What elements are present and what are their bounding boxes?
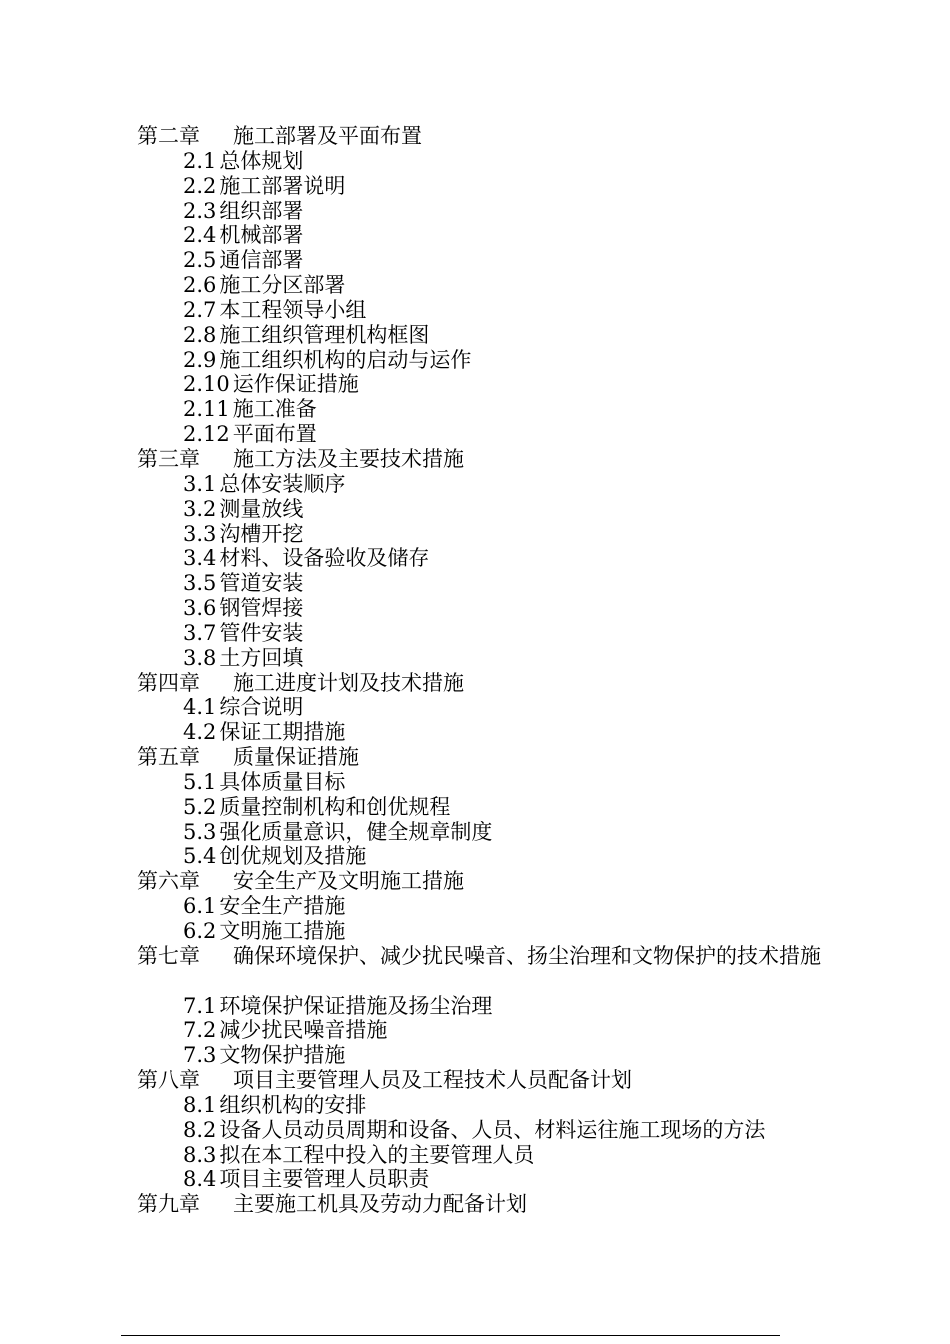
section-number: 3.2 [183, 496, 217, 521]
toc-section [137, 298, 857, 323]
toc-chapter [137, 1192, 857, 1217]
section-title: 拟在本工程中投入的主要管理人员 [219, 1142, 535, 1167]
toc-chapter [137, 745, 857, 770]
toc-section [137, 795, 857, 820]
section-title: 具体质量目标 [219, 769, 346, 794]
section-number: 8.3 [183, 1142, 217, 1167]
section-title: 保证工期措施 [219, 720, 346, 745]
toc-section [137, 621, 857, 646]
section-title: 创优规划及措施 [219, 844, 367, 869]
toc-section [137, 695, 857, 720]
section-number: 2.8 [183, 322, 217, 347]
section-number: 8.2 [183, 1117, 217, 1142]
section-number: 2.2 [183, 173, 217, 198]
section-title: 管件安装 [219, 620, 304, 645]
toc-section [137, 174, 857, 199]
section-title: 环境保护保证措施及扬尘治理 [219, 993, 493, 1018]
toc-chapter [137, 944, 857, 994]
chapter-title: 施工方法及主要技术措施 [233, 446, 464, 471]
toc-section [137, 472, 857, 497]
toc-section [137, 199, 857, 224]
toc-section [137, 894, 857, 919]
section-title: 施工分区部署 [219, 273, 346, 298]
chapter-title: 安全生产及文明施工措施 [233, 869, 464, 894]
section-number: 3.4 [183, 546, 217, 571]
section-title: 文物保护措施 [219, 1043, 346, 1068]
toc-section [137, 248, 857, 273]
toc-section [137, 149, 857, 174]
chapter-title: 施工进度计划及技术措施 [233, 670, 464, 695]
section-title: 强化质量意识，健全规章制度 [219, 819, 493, 844]
section-number: 3.8 [183, 645, 217, 670]
section-title: 施工准备 [232, 397, 317, 422]
toc-section [137, 571, 857, 596]
toc-section [137, 1018, 857, 1043]
section-title: 总体安装顺序 [219, 471, 346, 496]
chapter-title: 质量保证措施 [233, 745, 359, 770]
section-number: 2.5 [183, 248, 217, 273]
chapter-number: 第七章 [137, 943, 200, 968]
section-number: 4.2 [183, 720, 217, 745]
toc-section [137, 1118, 857, 1143]
toc-section [137, 1093, 857, 1118]
section-number: 2.1 [183, 148, 217, 173]
toc-section [137, 596, 857, 621]
toc-section [137, 273, 857, 298]
toc-chapter [137, 1068, 857, 1093]
section-number: 5.1 [183, 769, 217, 794]
toc-section [137, 844, 857, 869]
section-title: 组织部署 [219, 198, 304, 223]
section-title: 质量控制机构和创优规程 [219, 794, 451, 819]
toc-section [137, 720, 857, 745]
toc-chapter [137, 124, 857, 149]
section-title: 通信部署 [219, 248, 304, 273]
toc-section [137, 323, 857, 348]
section-number: 2.7 [183, 297, 217, 322]
section-title: 运作保证措施 [232, 372, 359, 397]
section-title: 施工组织管理机构框图 [219, 322, 430, 347]
section-number: 6.1 [183, 894, 217, 919]
section-title: 设备人员动员周期和设备、人员、材料运往施工现场的方法 [219, 1117, 766, 1142]
section-title: 本工程领导小组 [219, 297, 367, 322]
toc-section [137, 497, 857, 522]
table-of-contents [137, 124, 857, 1217]
section-number: 3.3 [183, 521, 217, 546]
section-number: 3.7 [183, 620, 217, 645]
chapter-number: 第三章 [137, 446, 200, 471]
section-title: 安全生产措施 [219, 894, 346, 919]
toc-section [137, 546, 857, 571]
toc-chapter [137, 869, 857, 894]
chapter-title: 确保环境保护、减少扰民噪音、扬尘治理和文物保护的技术措施 [233, 943, 821, 968]
chapter-number: 第四章 [137, 670, 200, 695]
toc-section [137, 1043, 857, 1068]
section-title: 平面布置 [232, 422, 317, 447]
section-number: 8.4 [183, 1167, 217, 1192]
section-number: 7.2 [183, 1018, 217, 1043]
section-title: 测量放线 [219, 496, 304, 521]
chapter-number: 第五章 [137, 745, 200, 770]
section-number: 2.3 [183, 198, 217, 223]
section-number: 2.12 [183, 422, 230, 447]
section-title: 文明施工措施 [219, 919, 346, 943]
section-title: 综合说明 [219, 695, 304, 720]
section-number: 8.1 [183, 1092, 217, 1117]
section-title: 钢管焊接 [219, 596, 304, 621]
chapter-title: 项目主要管理人员及工程技术人员配备计划 [233, 1068, 632, 1093]
section-title: 材料、设备验收及储存 [219, 546, 430, 571]
toc-section [137, 348, 857, 373]
toc-section [137, 422, 857, 447]
toc-chapter [137, 671, 857, 696]
footer-divider [121, 1335, 780, 1336]
section-number: 4.1 [183, 695, 217, 720]
section-number: 2.9 [183, 347, 217, 372]
toc-section [137, 770, 857, 795]
section-title: 总体规划 [219, 148, 304, 173]
toc-section [137, 522, 857, 547]
section-number: 5.3 [183, 819, 217, 844]
section-title: 项目主要管理人员职责 [219, 1167, 430, 1192]
section-title: 沟槽开挖 [219, 521, 304, 546]
section-number: 2.10 [183, 372, 230, 397]
section-number: 3.5 [183, 571, 217, 596]
section-number: 2.11 [183, 397, 230, 422]
section-number: 5.4 [183, 844, 217, 869]
toc-section [137, 1167, 857, 1192]
section-title: 机械部署 [219, 223, 304, 248]
chapter-number: 第九章 [137, 1192, 200, 1217]
section-number: 5.2 [183, 794, 217, 819]
section-title: 施工部署说明 [219, 173, 346, 198]
chapter-number: 第二章 [137, 124, 200, 148]
section-number: 6.2 [183, 919, 217, 943]
section-number: 3.1 [183, 471, 217, 496]
chapter-title: 施工部署及平面布置 [233, 124, 422, 148]
toc-section [137, 397, 857, 422]
toc-section [137, 994, 857, 1019]
chapter-number: 第八章 [137, 1068, 200, 1093]
toc-section [137, 919, 857, 944]
section-title: 管道安装 [219, 571, 304, 596]
toc-section [137, 646, 857, 671]
section-title: 组织机构的安排 [219, 1092, 367, 1117]
section-number: 2.6 [183, 273, 217, 298]
section-number: 7.1 [183, 993, 217, 1018]
toc-chapter [137, 447, 857, 472]
toc-section [137, 372, 857, 397]
section-title: 土方回填 [219, 645, 304, 670]
toc-section [137, 820, 857, 845]
chapter-title: 主要施工机具及劳动力配备计划 [233, 1192, 527, 1217]
section-title: 施工组织机构的启动与运作 [219, 347, 472, 372]
chapter-number: 第六章 [137, 869, 200, 894]
section-number: 7.3 [183, 1043, 217, 1068]
section-title: 减少扰民噪音措施 [219, 1018, 388, 1043]
section-number: 2.4 [183, 223, 217, 248]
section-number: 3.6 [183, 596, 217, 621]
toc-section [137, 1143, 857, 1168]
toc-section [137, 223, 857, 248]
